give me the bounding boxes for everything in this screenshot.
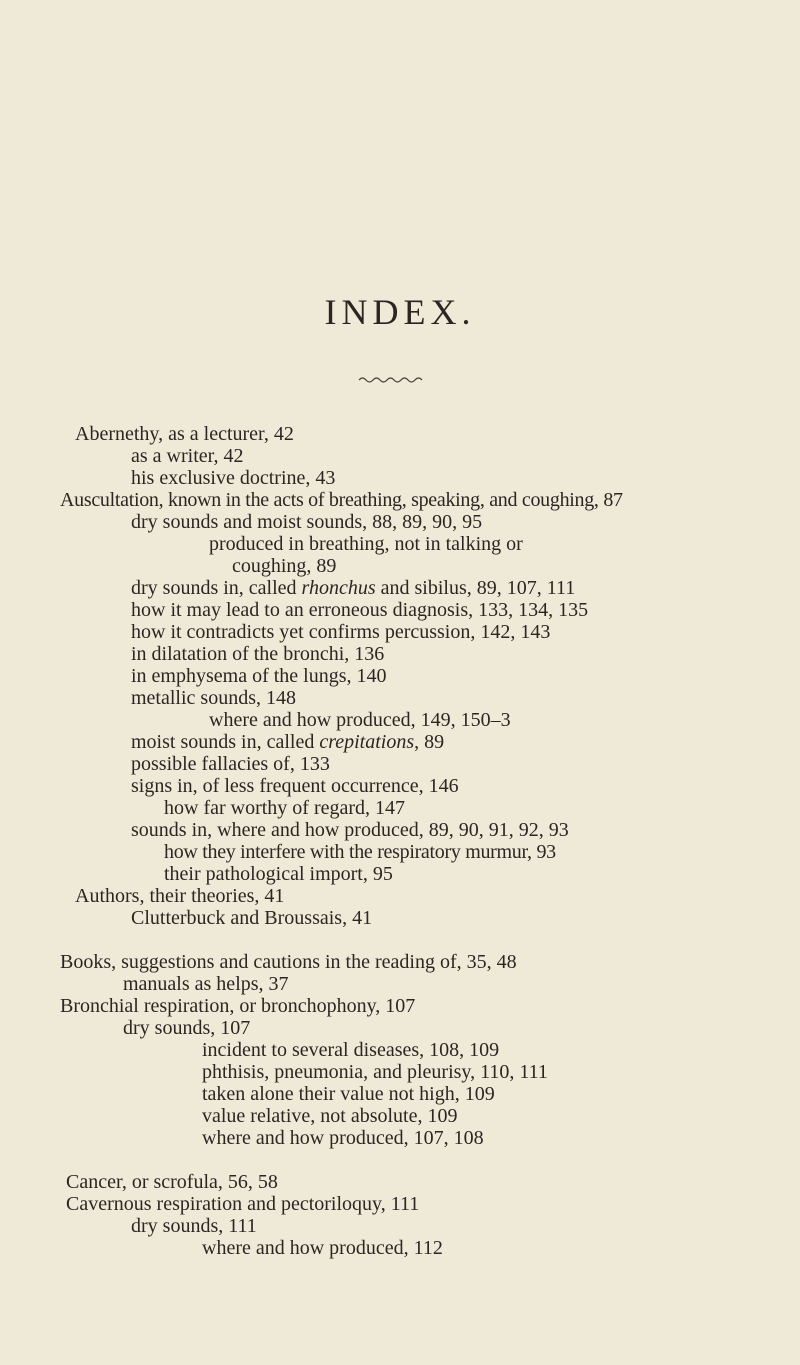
index-subentry: possible fallacies of, 133 bbox=[131, 753, 330, 775]
page-title: INDEX. bbox=[324, 292, 476, 332]
index-subentry: Clutterbuck and Broussais, 41 bbox=[131, 907, 373, 929]
index-subentry: manuals as helps, 37 bbox=[123, 973, 289, 995]
index-subentry: dry sounds, 107 bbox=[123, 1017, 251, 1039]
index-entry-books: Books, suggestions and cautions in the reading of, 35, 48 bbox=[60, 951, 517, 973]
index-subentry: as a writer, 42 bbox=[131, 445, 244, 467]
index-subentry: dry sounds, 111 bbox=[131, 1215, 257, 1237]
index-subentry: dry sounds and moist sounds, 88, 89, 90, 95 bbox=[131, 511, 483, 533]
index-entry-auscultation: Auscultation, known in the acts of breathing, speaking, and coughing, 87 bbox=[60, 489, 623, 511]
index-entry-abernethy: Abernethy, as a lecturer, 42 bbox=[75, 423, 294, 445]
index-subentry: how it contradicts yet confirms percussion, 142, 143 bbox=[131, 621, 551, 643]
index-subentry: incident to several diseases, 108, 109 bbox=[202, 1039, 500, 1061]
index-subentry: moist sounds in, called crepitations, 89 bbox=[131, 731, 445, 753]
index-subentry: produced in breathing, not in talking or bbox=[209, 533, 523, 555]
index-subentry: in dilatation of the bronchi, 136 bbox=[131, 643, 385, 665]
index-subentry: taken alone their value not high, 109 bbox=[202, 1083, 495, 1105]
index-subentry: dry sounds in, called rhonchus and sibilus, 89, 107, 111 bbox=[131, 577, 576, 599]
index-subentry: how they interfere with the respiratory murmur, 93 bbox=[164, 841, 556, 863]
index-subentry: his exclusive doctrine, 43 bbox=[131, 467, 336, 489]
index-subentry: sounds in, where and how produced, 89, 90, 91, 92, 93 bbox=[131, 819, 569, 841]
index-subentry: where and how produced, 112 bbox=[202, 1237, 443, 1259]
index-subentry: coughing, 89 bbox=[232, 555, 337, 577]
index-entry-bronchial: Bronchial respiration, or bronchophony, 107 bbox=[60, 995, 416, 1017]
index-subentry: how it may lead to an erroneous diagnosis, 133, 134, 135 bbox=[131, 599, 589, 621]
index-entry-cavernous: Cavernous respiration and pectoriloquy, 111 bbox=[66, 1193, 420, 1215]
index-subentry: how far worthy of regard, 147 bbox=[164, 797, 406, 819]
italic-term: crepitations bbox=[319, 731, 415, 753]
italic-term: rhonchus bbox=[301, 577, 376, 599]
index-subentry: where and how produced, 149, 150–3 bbox=[209, 709, 511, 731]
index-subentry: signs in, of less frequent occurrence, 146 bbox=[131, 775, 459, 797]
index-subentry: value relative, not absolute, 109 bbox=[202, 1105, 458, 1127]
index-subentry: metallic sounds, 148 bbox=[131, 687, 296, 709]
index-entry-authors: Authors, their theories, 41 bbox=[75, 885, 285, 907]
index-subentry: in emphysema of the lungs, 140 bbox=[131, 665, 387, 687]
index-entry-cancer: Cancer, or scrofula, 56, 58 bbox=[66, 1171, 278, 1193]
index-subentry: where and how produced, 107, 108 bbox=[202, 1127, 484, 1149]
index-subentry: their pathological import, 95 bbox=[164, 863, 393, 885]
index-subentry: phthisis, pneumonia, and pleurisy, 110, 111 bbox=[202, 1061, 548, 1083]
